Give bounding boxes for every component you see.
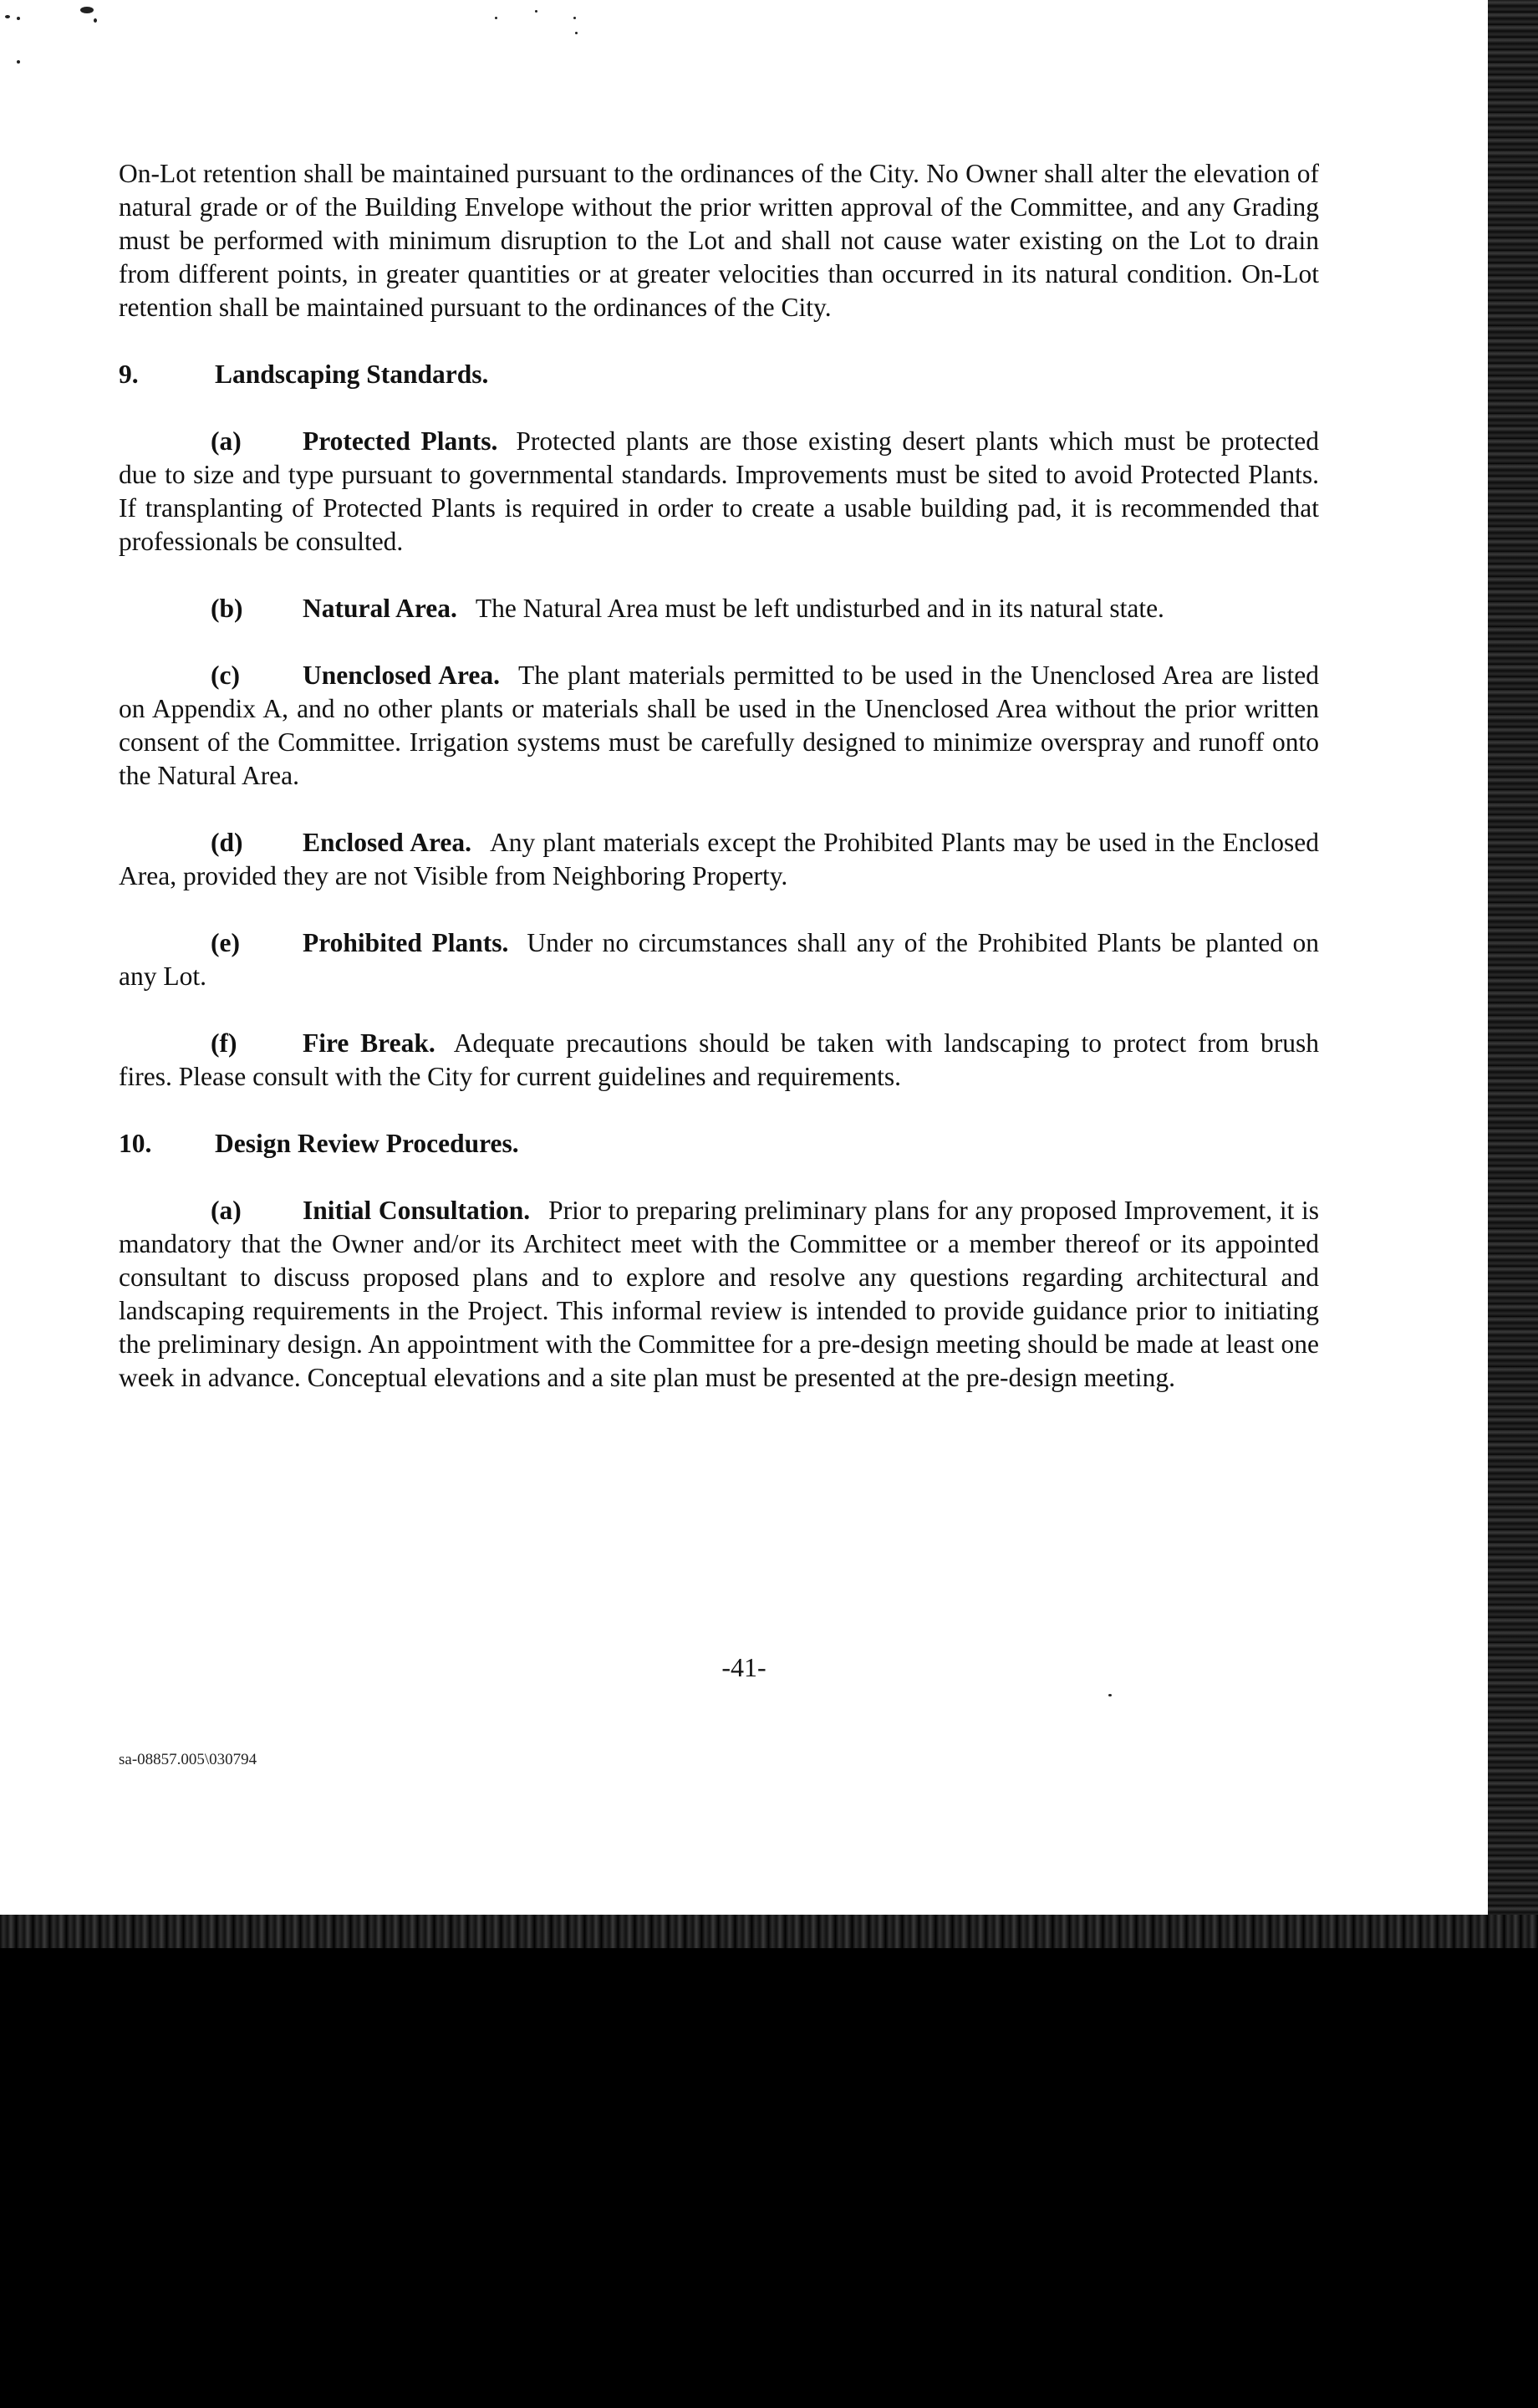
subsection-letter: (f)	[211, 1028, 237, 1058]
subsection-text: Prior to preparing preliminary plans for any proposed Improvement, it is mandatory that the Owner and/or its Architect meet with the Committee or a member thereof or its appointed consultant to discuss proposed plans and to explore and resolve any questions regarding architectural and landscaping requirements in the Project. This informal review is intended to provide guidance prior to initiating the preliminary design. An appointment with the Committee for a pre-design meeting should be made at least one week in advance. Conceptual elevations and a site plan must be presented at the pre-design meeting.	[119, 1196, 1319, 1392]
subsection-letter: (a)	[211, 426, 242, 456]
scan-speck	[495, 17, 497, 19]
subsection-letter: (b)	[211, 594, 243, 623]
scan-speck	[94, 18, 97, 23]
section-number: 9.	[119, 360, 139, 389]
subsection-text: The plant materials permitted to be used in the Unenclosed Area are listed on Appendix A, and no other plants or materials shall be used in the Unenclosed Area without the prior written consent of the Committee. Irrigation systems must be carefully designed to minimize overspray and runoff onto the Natural Area.	[119, 661, 1319, 790]
page-number: -41-	[721, 1652, 766, 1682]
subsection-text: Adequate precautions should be taken with landscaping to protect from brush fires. Please consult with the City for current guidelines and requirements.	[119, 1028, 1319, 1091]
subsection-9a	[119, 425, 1319, 559]
subsection-title: Protected Plants.	[303, 426, 498, 456]
subsection-letter: (c)	[211, 661, 240, 690]
subsection-10a	[119, 1194, 1319, 1395]
scan-speck	[535, 10, 537, 13]
scan-speck	[17, 60, 20, 64]
scan-edge-right	[1488, 0, 1538, 1915]
subsection-title: Prohibited Plants.	[303, 928, 509, 957]
subsection-text: Protected plants are those existing desert plants which must be protected due to size and type pursuant to governmental standards. Improvements must be sited to avoid Protected Plants. If transplanting of Protected Plants is required in order to create a usable building pad, it is recommended that professionals be consulted.	[119, 426, 1319, 556]
subsection-9b	[119, 592, 1319, 625]
subsection-letter: (a)	[211, 1196, 242, 1225]
subsection-title: Initial Consultation.	[303, 1196, 531, 1225]
scan-speck	[575, 32, 578, 34]
scan-speck	[5, 15, 10, 18]
subsection-9e	[119, 926, 1319, 993]
section-10-heading	[119, 1127, 1319, 1161]
subsection-title: Unenclosed Area.	[303, 661, 501, 690]
subsection-9c	[119, 659, 1319, 793]
subsection-title: Natural Area.	[303, 594, 457, 623]
section-number: 10.	[119, 1129, 152, 1158]
scan-speck	[17, 17, 20, 20]
subsection-letter: (d)	[211, 828, 243, 857]
subsection-title: Fire Break.	[303, 1028, 435, 1058]
intro-paragraph: On-Lot retention shall be maintained pursuant to the ordinances of the City. No Owner shall alter the elevation of natural grade or of the Building Envelope without the prior written approval of the Committee, and any Grading must be performed with minimum disruption to the Lot and shall not cause water existing on the Lot to drain from different points, in greater quantities or at greater velocities than occurred in its natural condition. On-Lot retention shall be maintained pursuant to the ordinances of the City.	[119, 159, 1319, 322]
subsection-letter: (e)	[211, 928, 240, 957]
section-9-heading	[119, 358, 1319, 391]
subsection-text: Any plant materials except the Prohibited Plants may be used in the Enclosed Area, provided they are not Visible from Neighboring Property.	[119, 828, 1319, 890]
subsection-9d	[119, 826, 1319, 893]
scan-speck	[1108, 1694, 1112, 1696]
section-title: Landscaping Standards.	[215, 360, 489, 389]
section-title: Design Review Procedures.	[215, 1129, 519, 1158]
document-id: sa-08857.005\030794	[119, 1751, 257, 1768]
document-body	[119, 157, 1319, 1395]
scan-speck	[573, 17, 576, 19]
scan-speck	[80, 7, 94, 13]
subsection-text: The Natural Area must be left undisturbed and in its natural state.	[475, 594, 1164, 623]
subsection-title: Enclosed Area.	[303, 828, 471, 857]
subsection-9f	[119, 1027, 1319, 1094]
subsection-text: Under no circumstances shall any of the Prohibited Plants be planted on any Lot.	[119, 928, 1319, 991]
scan-edge-bottom	[0, 1915, 1538, 1948]
